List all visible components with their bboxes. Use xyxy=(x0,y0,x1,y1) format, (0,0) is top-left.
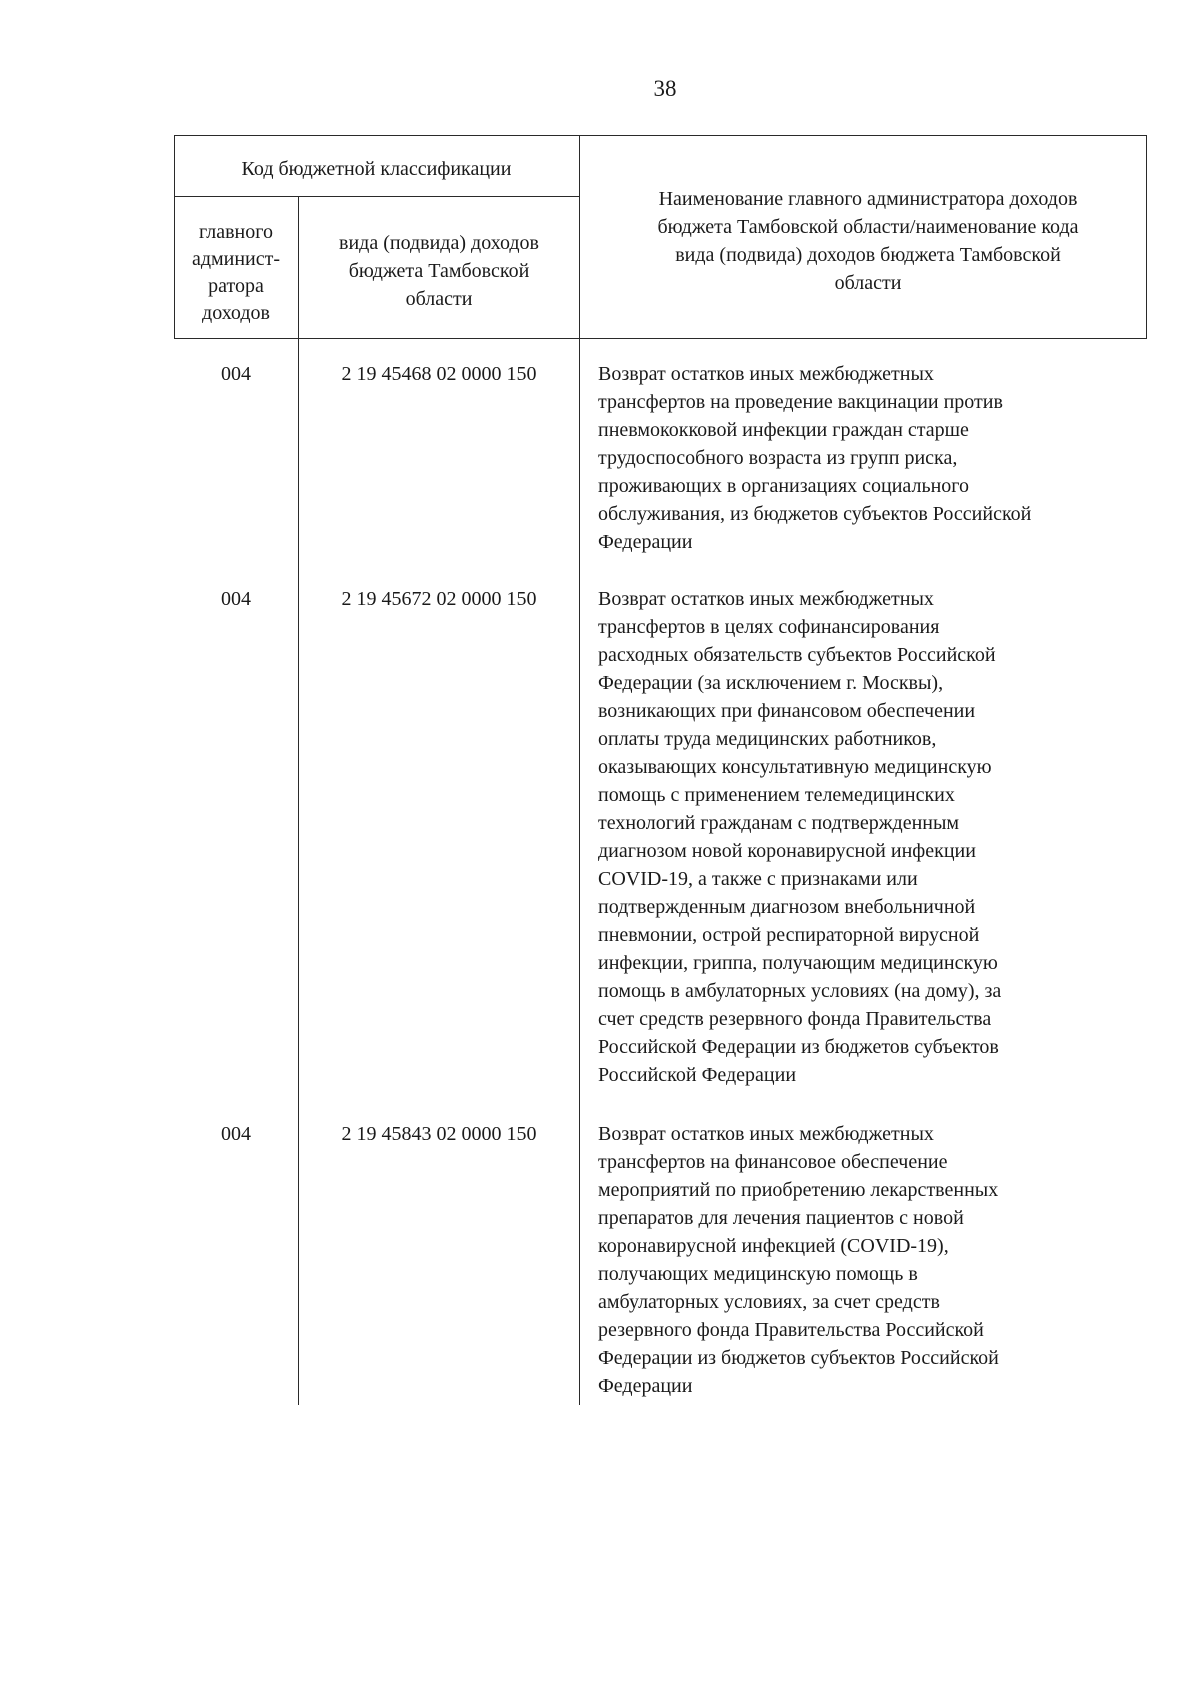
header-group-divider xyxy=(174,196,579,197)
header-budget-classification-code: Код бюджетной классификации xyxy=(241,158,512,180)
table-row-2-income-code: 2 19 45672 02 0000 150 xyxy=(341,588,537,610)
table-row-1-income-code: 2 19 45468 02 0000 150 xyxy=(341,363,537,385)
header-bottom-border xyxy=(174,338,1147,339)
table-row-3-name: Возврат остатков иных межбюджетных трансфертов на финансовое обеспечение мероприятий по приобретению лекарственных препаратов для лечения пациентов с новой коронавирусной инфекцией (COVID-19), получающих медицинскую помощь в амбулаторных условиях, за счет средств резервного фонда Правительства Российской Федерации из бюджетов субъектов Российской Федерации xyxy=(598,1123,999,1397)
table-right-border xyxy=(1146,135,1147,339)
budget-classification-table xyxy=(174,135,1147,1405)
table-row-1-admin-code: 004 xyxy=(221,363,251,385)
table-row-1-name: Возврат остатков иных межбюджетных трансфертов на проведение вакцинации против пневмококковой инфекции граждан старше трудоспособного возраста из групп риска, проживающих в организациях социального обслуживания, из бюджетов субъектов Российской Федерации xyxy=(598,363,1032,553)
table-row-3-income-code: 2 19 45843 02 0000 150 xyxy=(341,1123,537,1145)
header-name: Наименование главного администратора доходов бюджета Тамбовской области/наименование кода вида (подвида) доходов бюджета Тамбовской области xyxy=(657,188,1079,294)
table-top-border xyxy=(174,135,1147,136)
table-row-2-name: Возврат остатков иных межбюджетных трансфертов в целях софинансирования расходных обязательств субъектов Российской Федерации (за исключением г. Москвы), возникающих при финансовом обеспечении оплаты труда медицинских работников, оказывающих консультативную медицинскую помощь с применением телемедицинских технологий гражданам с подтвержденным диагнозом новой коронавирусной инфекции COVID-19, а также с признаками или подтвержденным диагнозом внебольничной пневмонии, острой респираторной вирусной инфекции, гриппа, получающим медицинскую помощь в амбулаторных условиях (на дому), за счет средств резервного фонда Правительства Российской Федерации из бюджетов субъектов Российской Федерации xyxy=(598,588,1002,1086)
col-divider-admin-code xyxy=(298,196,299,1405)
table-row-3-admin-code: 004 xyxy=(221,1123,251,1145)
col-divider-code-name xyxy=(579,135,580,1405)
header-chief-administrator: главного админист- ратора доходов xyxy=(191,221,281,324)
page-number: 38 xyxy=(653,76,677,101)
table-row-2-admin-code: 004 xyxy=(221,588,251,610)
header-income-type-code: вида (подвида) доходов бюджета Тамбовской области xyxy=(339,232,539,310)
